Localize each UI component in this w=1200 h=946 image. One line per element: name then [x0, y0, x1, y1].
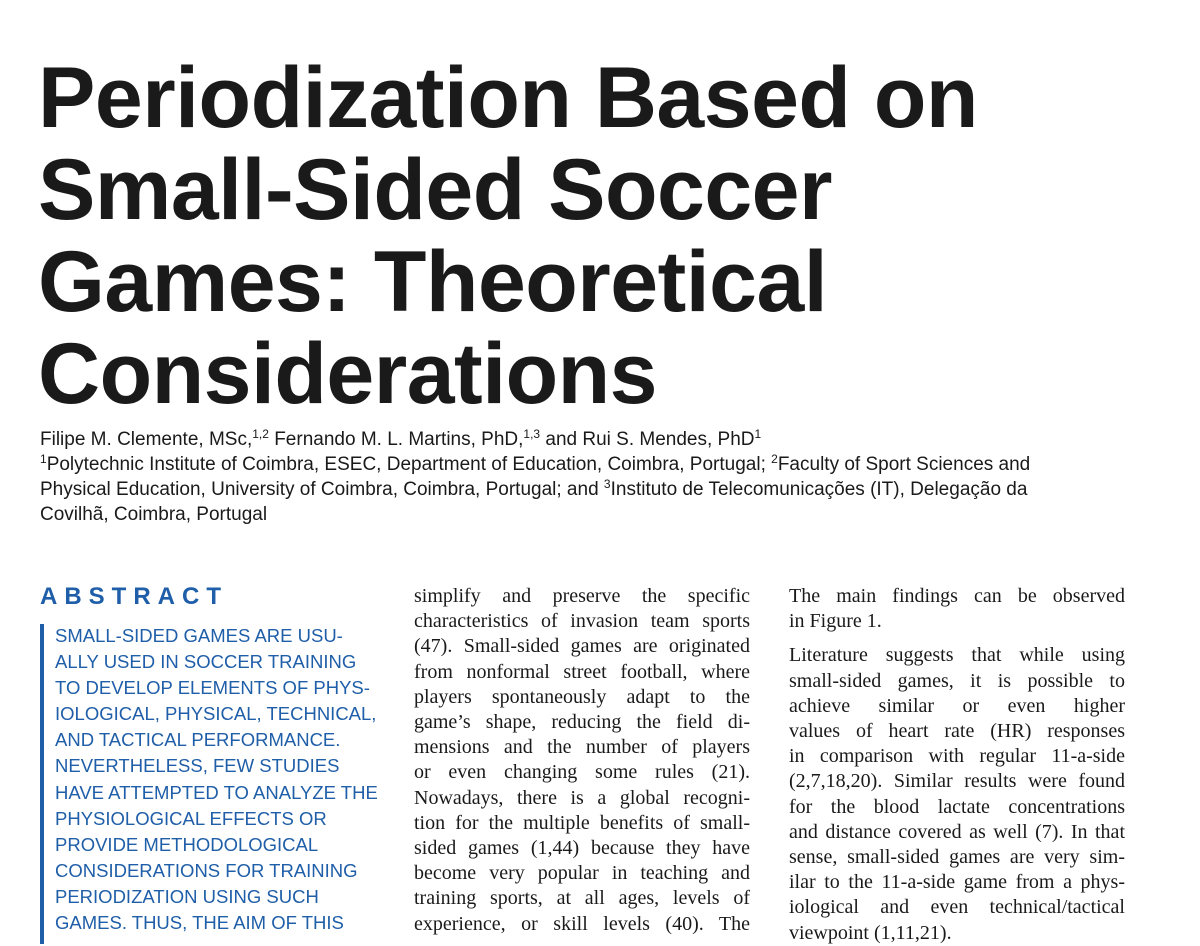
body-column-3	[789, 584, 1125, 946]
text-line: experience, or skill levels (40). The	[414, 912, 750, 935]
abstract-text	[55, 623, 385, 936]
text-line: Literature suggests that while using	[789, 644, 1125, 667]
author-name: and Rui S. Mendes, PhD	[540, 429, 755, 450]
abstract-line: SMALL-SIDED GAMES ARE USU-	[55, 625, 343, 646]
text-line: Nowadays, there is a global recogni-	[414, 786, 750, 809]
text-line: simplify and preserve the specific	[414, 585, 750, 607]
affiliation-line	[40, 477, 1150, 502]
text-line: The main findings can be observed	[789, 585, 1125, 607]
text-line: sided games (1,44) because they have	[414, 837, 750, 860]
text-line: tion for the multiple benefits of small-	[414, 811, 750, 834]
abstract-line: HAVE ATTEMPTED TO ANALYZE THE	[55, 781, 378, 803]
affiliation-line: Covilhã, Coimbra, Portugal	[40, 504, 268, 525]
paragraph-gap	[789, 634, 1125, 643]
abstract-line: GAMES. THUS, THE AIM OF THIS	[55, 912, 344, 934]
author-name: Filipe M. Clemente, MSc,	[40, 429, 253, 450]
affiliation-text: Physical Education, University of Coimbra, Coimbra, Portugal; and	[40, 479, 604, 500]
text-line: in Figure 1.	[789, 610, 882, 633]
affiliation-ref: 1,2	[252, 427, 269, 441]
title-line: Periodization Based on	[38, 50, 978, 146]
abstract-line: NEVERTHELESS, FEW STUDIES	[55, 755, 340, 777]
author-name: Fernando M. L. Martins, PhD,	[268, 429, 524, 450]
body-column-2	[414, 584, 750, 937]
abstract-rule	[40, 624, 44, 944]
abstract-line: IOLOGICAL, PHYSICAL, TECHNICAL,	[55, 703, 377, 725]
text-line: (2,7,18,20). Similar results were found	[789, 770, 1125, 793]
text-line: players spontaneously adapt to the	[414, 685, 750, 708]
text-line: sense, small-sided games are very sim-	[789, 846, 1125, 869]
text-line: viewpoint (1,11,21).	[789, 921, 952, 944]
abstract-line: PERIODIZATION USING SUCH	[55, 885, 319, 907]
text-line: ilar to the 11-a-side game from a phys-	[789, 871, 1125, 894]
text-line: from nonformal street football, where	[414, 660, 750, 683]
author-names	[40, 427, 1150, 452]
abstract-line: PHYSIOLOGICAL EFFECTS OR	[55, 807, 327, 829]
text-line: game’s shape, reducing the field di-	[414, 711, 750, 734]
text-line: become very popular in teaching and	[414, 862, 750, 885]
text-line: characteristics of invasion team sports	[414, 610, 750, 633]
text-line: for the blood lactate concentrations	[789, 795, 1125, 818]
affiliation-text: Instituto de Telecomunicações (IT), Delegação da	[610, 479, 1028, 500]
author-block	[40, 427, 1150, 527]
abstract-line: CONSIDERATIONS FOR TRAINING	[55, 859, 358, 881]
abstract-line: PROVIDE METHODOLOGICAL	[55, 833, 319, 855]
abstract-line: ALLY USED IN SOCCER TRAINING	[55, 651, 357, 673]
affiliation-text: Faculty of Sport Sciences and	[777, 454, 1031, 475]
text-line: achieve similar or even higher	[789, 694, 1125, 717]
affiliation-ref: 2	[771, 452, 778, 466]
text-line: (47). Small-sided games are originated	[414, 635, 750, 658]
abstract-line: AND TACTICAL PERFORMANCE.	[55, 729, 341, 751]
affiliation-ref: 1,3	[523, 427, 541, 441]
text-line: training sports, at all ages, levels of	[414, 887, 750, 910]
affiliation-ref: 3	[603, 477, 611, 491]
text-line: in comparison with regular 11-a-side	[789, 745, 1125, 768]
abstract-heading: ABSTRACT	[40, 583, 228, 610]
affiliation-text: Polytechnic Institute of Coimbra, ESEC, Department of Education, Coimbra, Portugal;	[46, 454, 772, 475]
affiliation-ref: 1	[40, 452, 47, 466]
affiliation-line	[40, 452, 1150, 477]
title-line: Considerations	[38, 326, 657, 422]
affiliation-ref: 1	[754, 427, 762, 441]
title-line: Small-Sided Soccer	[38, 142, 832, 238]
article-title	[38, 52, 1178, 420]
text-line: values of heart rate (HR) responses	[789, 720, 1125, 743]
text-line: or even changing some rules (21).	[414, 761, 750, 784]
text-line: iological and even technical/tactical	[789, 896, 1125, 919]
text-line: mensions and the number of players	[414, 736, 750, 759]
title-line: Games: Theoretical	[38, 234, 828, 330]
text-line: small-sided games, it is possible to	[789, 669, 1125, 692]
abstract-line: TO DEVELOP ELEMENTS OF PHYS-	[55, 677, 370, 699]
text-line: and distance covered as well (7). In that	[789, 820, 1125, 843]
